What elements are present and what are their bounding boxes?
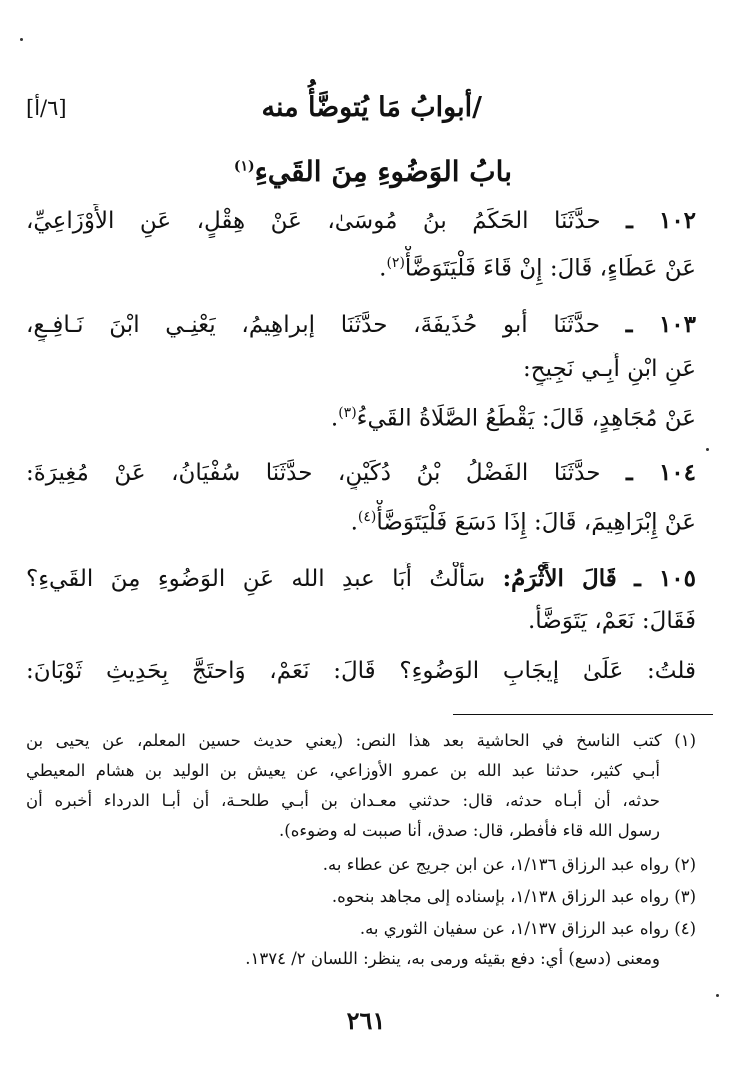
footnote-4-text: رواه عبد الرزاق ١/١٣٧، عن سفيان الثوري به. xyxy=(359,919,669,938)
footnote-3-number: (٣) xyxy=(674,887,696,906)
hadith-104-text-1: حدَّثَنَا الفَضْلُ بْنُ دُكَيْنٍ، حدَّثَنَا سُفْيَانُ، عَنْ مُغِيرَةَ: xyxy=(26,460,601,486)
hadith-102-end: . xyxy=(379,255,387,282)
hadith-105-line-2 xyxy=(26,604,696,638)
footnote-4-extra-text: ومعنى (دسع) أي: دفع بقيئه ورمى به، ينظر: اللسان ٢/ ١٣٧٤. xyxy=(245,949,660,968)
page-number: ٢٦١ xyxy=(346,1006,386,1035)
footnote-2-text: رواه عبد الرزاق ١/١٣٦، عن ابن جريج عن عطاء به. xyxy=(322,855,669,874)
hadith-103-line-1 xyxy=(26,308,696,342)
hadith-103-text-2: عَنِ ابْنِ أَبِـي نَجِيحٍ: xyxy=(523,356,696,382)
hadith-103-line-3 xyxy=(26,396,696,436)
footnote-2 xyxy=(26,852,696,878)
footnote-4-extra xyxy=(26,946,660,972)
footnote-4 xyxy=(26,916,696,942)
hadith-104-end: . xyxy=(350,509,358,536)
footnote-1-text-2: أبـي كثير، حدثنا عبد الله بن عمرو الأوزاعي، عن يعيش بن الوليد بن هشام المعيطي xyxy=(26,761,660,780)
footnote-ref-4: (٤) xyxy=(357,509,377,525)
footnote-1-number: (١) xyxy=(674,731,696,750)
hadith-105-text-2: فَقَالَ: نَعَمْ، يَتَوَضَّأُ. xyxy=(527,608,696,634)
footnote-1-line-4 xyxy=(26,818,660,844)
hadith-105-line-3 xyxy=(26,654,696,688)
footnote-separator xyxy=(453,714,713,715)
footnote-3 xyxy=(26,884,696,910)
manuscript-page-ref: [٦/أ] xyxy=(26,96,67,120)
footnote-1-line-1 xyxy=(26,728,696,754)
hadith-102-text-1: حدَّثَنَا الحَكَمُ بنُ مُوسَىٰ، عَنْ هِقْلٍ، عَنِ الأَوْزَاعِيِّ، xyxy=(26,208,601,234)
hadith-103-line-2 xyxy=(26,352,696,386)
hadith-number-104: ١٠٤ ـ xyxy=(626,459,696,486)
hadith-104-text-2: عَنْ إِبْرَاهِيمَ، قَالَ: إِذَا دَسَعَ فَلْيَتَوَضَّأْ xyxy=(376,509,696,536)
hadith-105-text-3: قلتُ: عَلَىٰ إيجَابِ الوَضُوءِ؟ قَالَ: نَعَمْ، وَاحتَجَّ بِحَدِيثِ ثَوْبَانَ: xyxy=(26,658,696,684)
chapter-title xyxy=(234,155,512,188)
hadith-105-speaker: قَالَ الأَثْرَمُ: xyxy=(502,565,617,592)
footnote-4-number: (٤) xyxy=(674,919,696,938)
scan-speck xyxy=(716,994,719,997)
footnote-1-line-3 xyxy=(26,788,660,814)
hadith-number-103: ١٠٣ ـ xyxy=(625,311,696,338)
hadith-105-text-1: سَأَلْتُ أَبَا عبدِ الله عَنِ الوَضُوءِ مِنَ القَيءِ؟ xyxy=(26,566,486,592)
hadith-number-105: ١٠٥ ـ xyxy=(634,565,696,592)
hadith-103-end: . xyxy=(330,405,339,432)
footnote-1-text-3: حدثه، أن أبـاه حدثه، قال: حدثني معـدان بن أبـي طلحـة، أن أبـا الدرداء أخبره أن xyxy=(26,791,660,810)
scan-speck xyxy=(706,448,709,451)
hadith-103-text-3: عَنْ مُجَاهِدٍ، قَالَ: يَقْطَعُ الصَّلَاةُ القَيءُ xyxy=(356,405,696,432)
chapter-title-text: بابُ الوَضُوءِ مِنَ القَيءِ xyxy=(254,155,512,188)
hadith-102-line-1 xyxy=(26,204,696,238)
scan-speck xyxy=(20,38,23,41)
hadith-104-line-1 xyxy=(26,456,696,490)
footnote-1-line-2 xyxy=(26,758,660,784)
hadith-104-line-2 xyxy=(26,500,696,540)
footnote-3-text: رواه عبد الرزاق ١/١٣٨، بإسناده إلى مجاهد بنحوه. xyxy=(331,887,669,906)
hadith-102-text-2: عَنْ عَطَاءٍ، قَالَ: إِنْ قَاءَ فَلْيَتَوَضَّأْ xyxy=(404,255,696,282)
footnote-ref-3: (٣) xyxy=(338,405,357,421)
hadith-102-line-2 xyxy=(26,246,696,286)
footnote-2-number: (٢) xyxy=(674,855,696,874)
hadith-105-line-1 xyxy=(26,562,696,596)
footnote-1-text-4: رسول الله قاء فأفطر، قال: صدق، أنا صببت له وضوءه). xyxy=(279,821,660,840)
running-title: /أبوابُ مَا يُتوضَّأُ منه xyxy=(261,92,482,123)
hadith-number-102: ١٠٢ ـ xyxy=(626,207,696,234)
footnote-1-text-1: كتب الناسخ في الحاشية بعد هذا النص: (يعني حديث حسين المعلم، عن يحيى بن xyxy=(26,731,662,750)
hadith-103-text-1: حدَّثَنَا أبو حُذَيفَةَ، حدَّثَنَا إبراهِيمُ، يَعْنِـي ابْنَ نَـافِـعٍ، xyxy=(26,312,601,338)
footnote-ref-2: (٢) xyxy=(386,255,405,271)
footnote-ref-1: (١) xyxy=(233,158,255,175)
